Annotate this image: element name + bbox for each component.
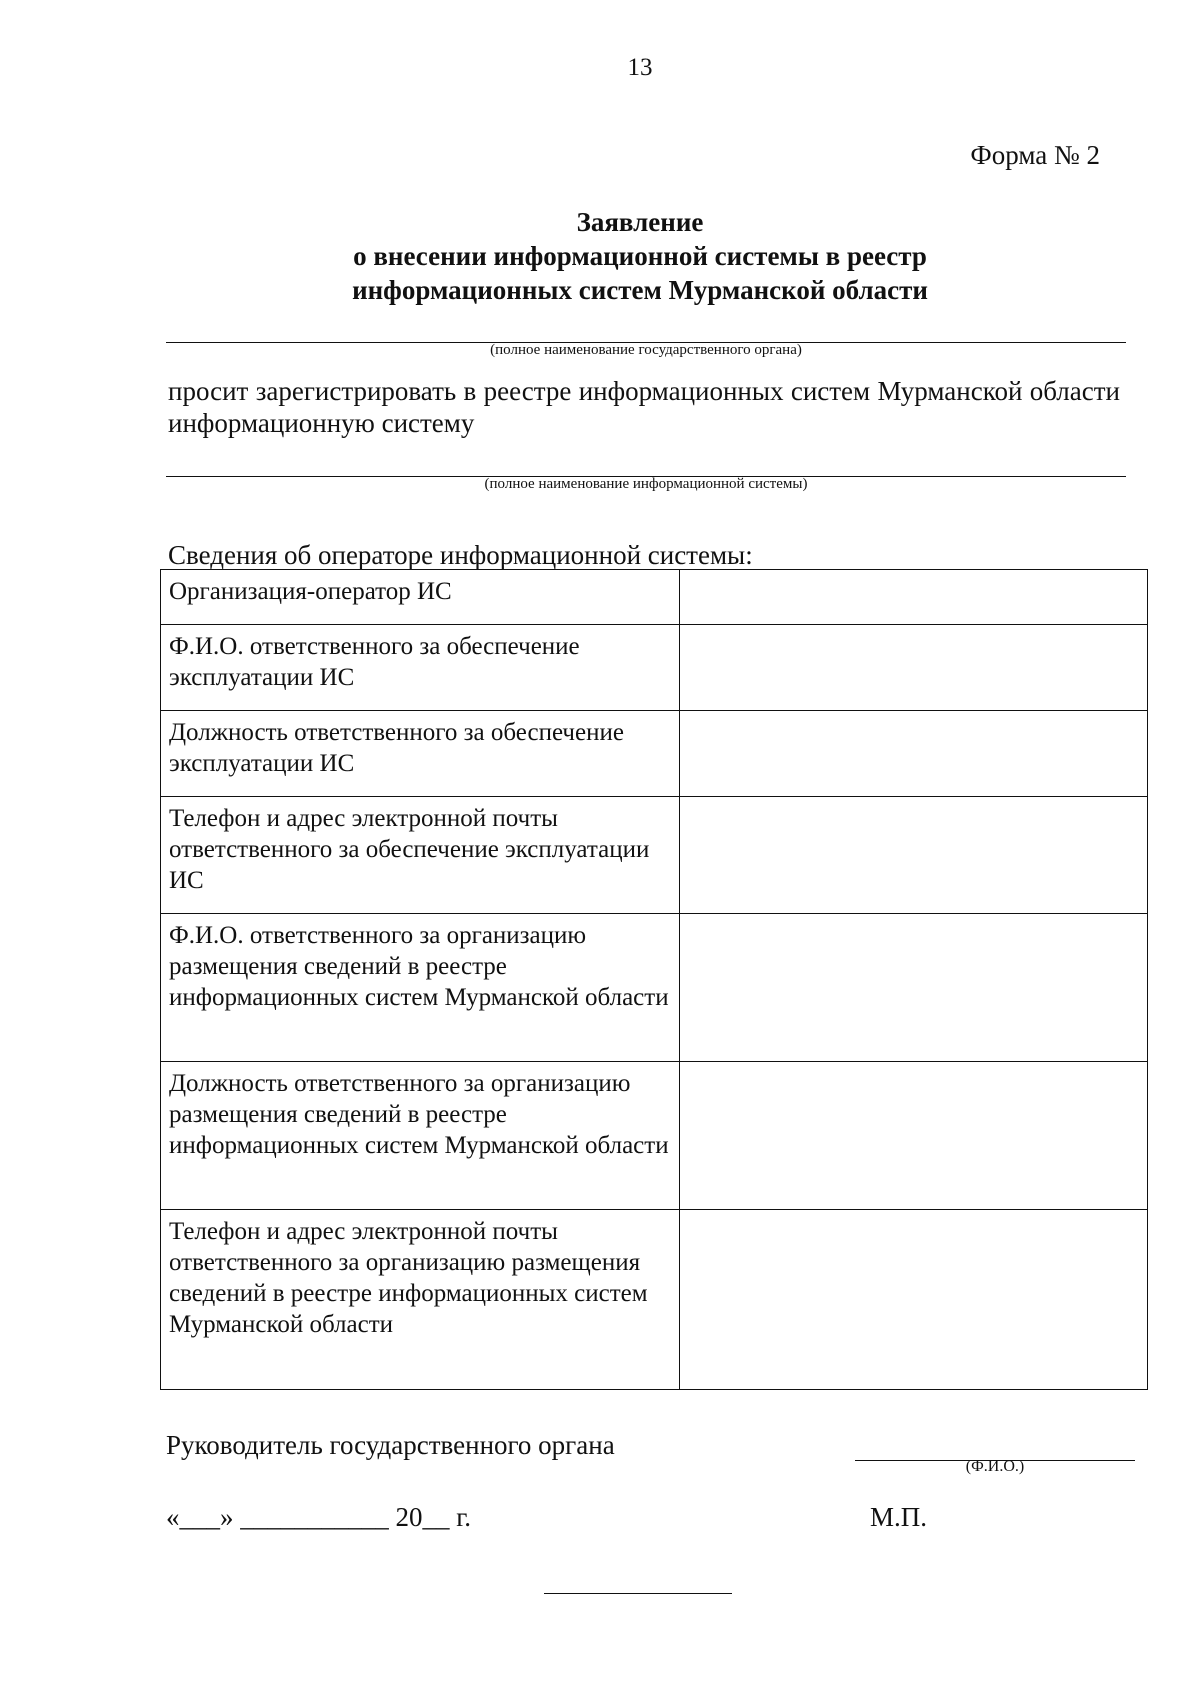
title-line-3: информационных систем Мурманской области	[352, 275, 928, 305]
form-number: Форма № 2	[970, 140, 1100, 170]
document-title	[60, 205, 1200, 307]
row-label: Должность ответственного за организацию размещения сведений в реестре информационных систем Мурманской области	[161, 1062, 680, 1210]
row-value[interactable]	[680, 625, 1148, 711]
table-row	[161, 711, 1148, 797]
row-value[interactable]	[680, 570, 1148, 625]
system-name-caption: (полное наименование информационной системы)	[484, 476, 808, 492]
operator-heading: Сведения об операторе информационной системы:	[168, 540, 753, 570]
table-row	[161, 570, 1148, 625]
row-value[interactable]	[680, 1210, 1148, 1390]
table-row	[161, 797, 1148, 914]
row-label: Ф.И.О. ответственного за обеспечение эксплуатации ИС	[161, 625, 680, 711]
row-label: Должность ответственного за обеспечение эксплуатации ИС	[161, 711, 680, 797]
table-row	[161, 1210, 1148, 1390]
table-row	[161, 1062, 1148, 1210]
stamp-label: М.П.	[870, 1502, 928, 1532]
fio-caption: (Ф.И.О.)	[965, 1458, 1025, 1475]
organ-name-caption: (полное наименование государственного органа)	[490, 342, 802, 358]
row-label: Телефон и адрес электронной почты ответственного за обеспечение эксплуатации ИС	[161, 797, 680, 914]
title-line-1: Заявление	[576, 207, 704, 237]
row-value[interactable]	[680, 797, 1148, 914]
row-value[interactable]	[680, 711, 1148, 797]
date-line: «___» ___________ 20__ г.	[166, 1502, 472, 1532]
page-number: 13	[627, 54, 653, 81]
table-row	[161, 914, 1148, 1062]
row-value[interactable]	[680, 914, 1148, 1062]
row-label: Телефон и адрес электронной почты ответственного за организацию размещения сведений в реестре информационных систем Мурманской области	[161, 1210, 680, 1390]
table-row	[161, 625, 1148, 711]
footer-rule	[544, 1593, 732, 1594]
row-label: Организация-оператор ИС	[161, 570, 680, 625]
title-line-2: о внесении информационной системы в реестр	[353, 241, 927, 271]
row-label: Ф.И.О. ответственного за организацию размещения сведений в реестре информационных систем Мурманской области	[161, 914, 680, 1062]
operator-table	[160, 569, 1148, 1390]
signatory-label: Руководитель государственного органа	[166, 1430, 615, 1460]
row-value[interactable]	[680, 1062, 1148, 1210]
request-text: просит зарегистрировать в реестре информационных систем Мурманской области информационную систему	[168, 376, 1120, 438]
